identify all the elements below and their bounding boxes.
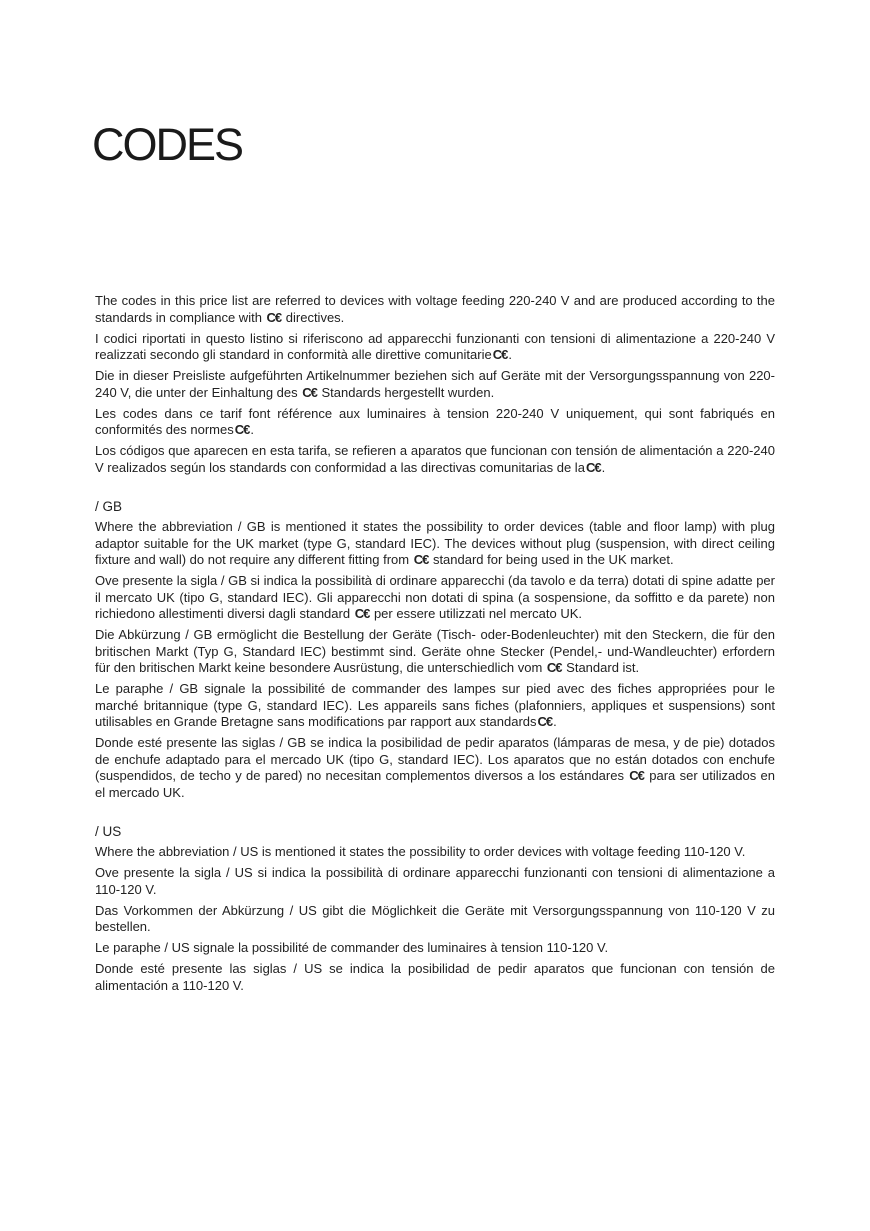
ce-mark-icon: C€ [266, 309, 282, 325]
ce-mark-icon: C€ [234, 422, 250, 437]
ce-mark-icon: C€ [537, 714, 553, 729]
page-title: CODES [92, 119, 243, 170]
us-heading: / US [95, 824, 122, 839]
ce-mark-icon: C€ [413, 552, 429, 567]
intro-paragraph-it: I codici riportati in questo listino si riferiscono ad apparecchi funzionanti con tensioni di alimentazione a 220-240 V realizzati secondo gli standard in conformità alle direttive comunitarieC€. [95, 330, 775, 362]
us-paragraph-en: Where the abbreviation / US is mentioned it states the possibility to order devices with voltage feeding 110-120 V. [95, 844, 746, 859]
gb-paragraph-en: Where the abbreviation / GB is mentioned it states the possibility to order devices (table and floor lamp) with plug adaptor suitable for the UK market (type G, standard IEC). The devices without plug (suspension, with direct ceiling fixture and wall) do not require any different fitting from C€ standard for being used in the UK market. [95, 519, 775, 567]
gb-paragraph-it: Ove presente la sigla / GB si indica la possibilità di ordinare apparecchi (da tavolo e da terra) dotati di spine adatte per il mercato UK (tipo G, standard IEC). Gli apparecchi non dotati di spina (a sospensione, da soffitto e da parete) non richiedono allestimenti diversi dagli standard C€ per essere utilizzati nel mercato UK. [95, 573, 775, 621]
us-paragraph-es: Donde esté presente las siglas / US se indica la posibilidad de pedir aparatos que funcionan con tensión de alimentación a 110-120 V. [95, 961, 775, 993]
intro-paragraph-es: Los códigos que aparecen en esta tarifa, se refieren a aparatos que funcionan con tensión de alimentación a 220-240 V realizados según los standards con conformidad a las directivas comunitarias de laC€. [95, 443, 775, 475]
intro-paragraph-fr: Les codes dans ce tarif font référence aux luminaires à tension 220-240 V uniquement, qui sont fabriqués en conformités des normesC€. [95, 405, 775, 437]
us-paragraph-de: Das Vorkommen der Abkürzung / US gibt die Möglichkeit die Geräte mit Versorgungsspannung von 110-120 V zu bestellen. [95, 902, 775, 934]
intro-paragraph-en: The codes in this price list are referred to devices with voltage feeding 220-240 V and are produced according to the standards in compliance with C€ directives. [95, 293, 775, 325]
gb-paragraph-fr: Le paraphe / GB signale la possibilité de commander des lampes sur pied avec des fiches appropriées pour le marché britannique (type G, standard IEC). Les appareils sans fiches (plafonniers, appliques et suspensions) sont utilisables en Grande Bretagne sans modifications par rapport aux standardsC€. [95, 681, 775, 729]
intro-section [95, 293, 775, 476]
ce-mark-icon: C€ [546, 660, 562, 675]
ce-mark-icon: C€ [302, 384, 317, 400]
ce-mark-icon: C€ [629, 768, 644, 783]
ce-mark-icon: C€ [354, 606, 370, 621]
us-section [95, 823, 775, 994]
us-paragraph-fr: Le paraphe / US signale la possibilité de commander des luminaires à tension 110-120 V. [95, 940, 609, 955]
gb-heading: / GB [95, 499, 123, 514]
gb-section [95, 498, 775, 801]
ce-mark-icon: C€ [492, 347, 508, 362]
intro-paragraph-de: Die in dieser Preisliste aufgeführten Artikelnummer beziehen sich auf Geräte mit der Versorgungsspannung von 220-240 V, die unter der Einhaltung des C€ Standards hergestellt wurden. [95, 368, 775, 400]
us-paragraph-it: Ove presente la sigla / US si indica la possibilità di ordinare apparecchi funzionanti con tensioni di alimentazione a 110-120 V. [95, 865, 775, 897]
gb-paragraph-de: Die Abkürzung / GB ermöglicht die Bestellung der Geräte (Tisch- oder-Bodenleuchter) mit den Steckern, die für den britischen Markt (Typ G, Standard IEC) bestimmt sind. Geräte ohne Stecker (Pendel,- und-Wandleuchter) erfordern für den britischen Markt keine besondere Ausrüstung, die unterschiedlich vom C€ Standard ist. [95, 627, 775, 675]
codes-content [95, 293, 775, 999]
gb-paragraph-es: Donde esté presente las siglas / GB se indica la posibilidad de pedir aparatos (lámparas de mesa, y de pie) dotados de enchufe adaptado para el mercado UK (tipo G, standard IEC). Los aparatos que no están dotados con enchufe (suspendidos, de techo y de pared) no necesitan complementos diversos a los estándares C€ para ser utilizados en el mercado UK. [95, 735, 775, 800]
ce-mark-icon: C€ [585, 459, 601, 475]
